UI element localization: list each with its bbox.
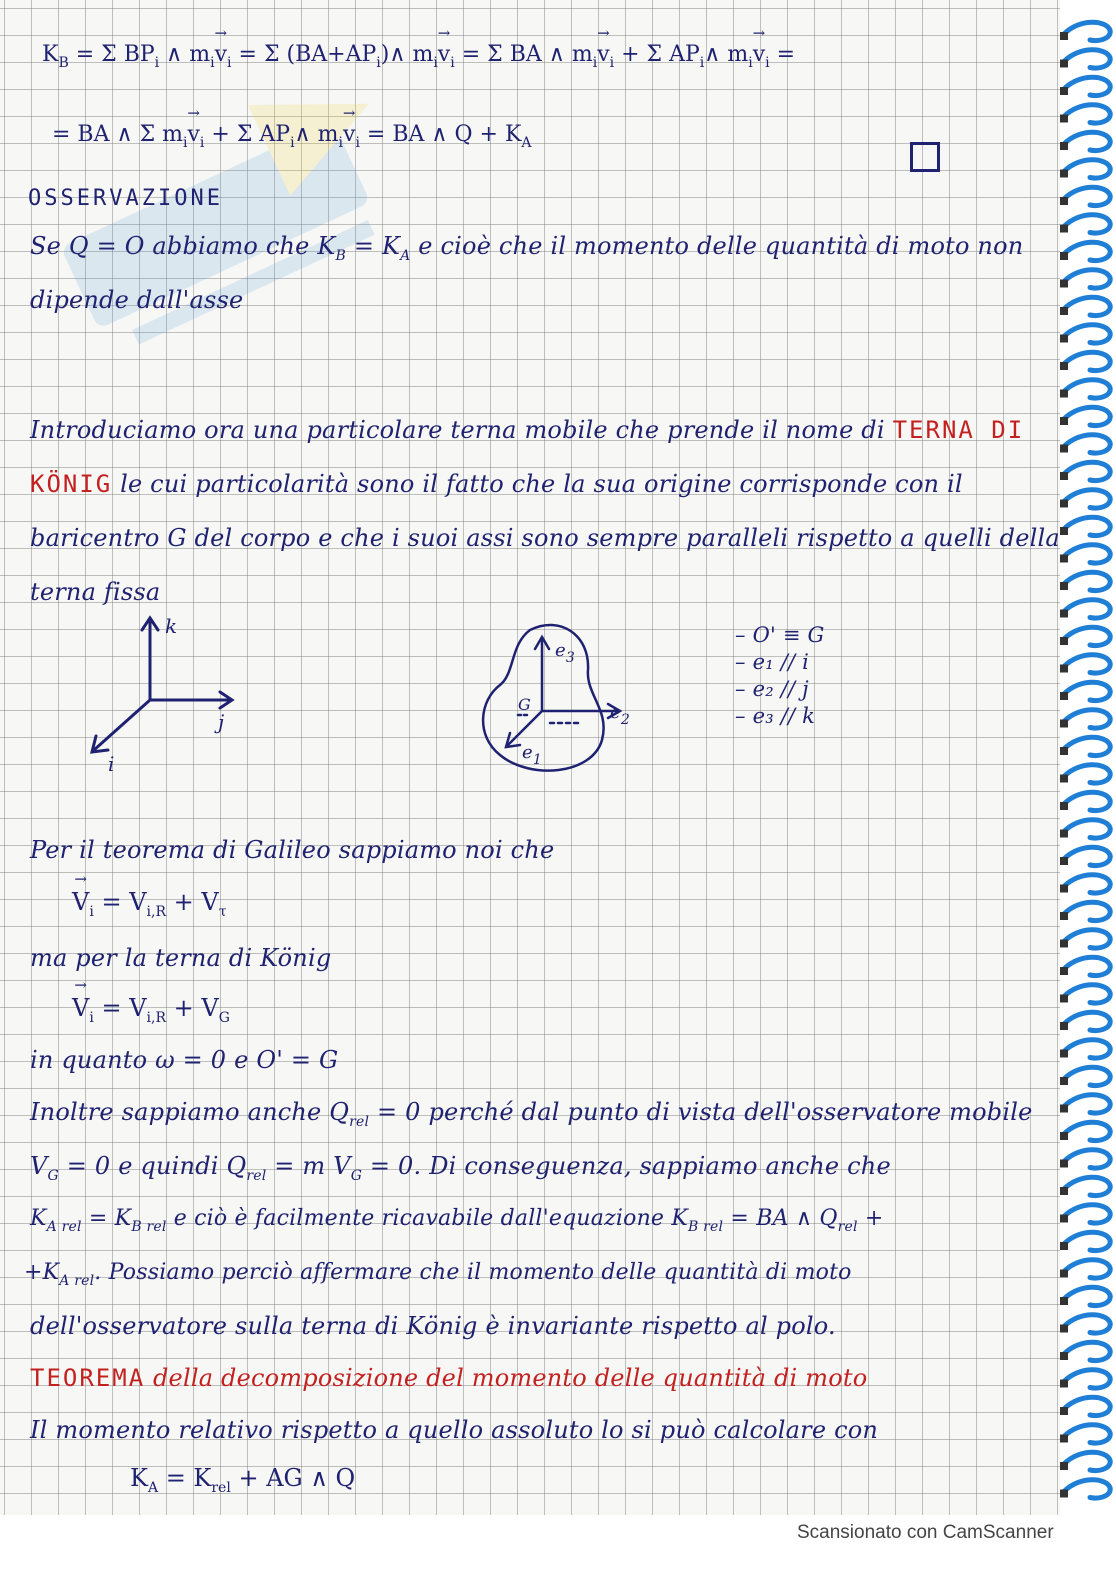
spiral-coil (1064, 407, 1110, 425)
galileo-line-1: Per il teorema di Galileo sappiamo noi che (30, 836, 555, 864)
spiral-coil (1064, 1095, 1110, 1113)
binding-hole (1060, 170, 1068, 178)
spiral-coil (1064, 1370, 1110, 1388)
binding-hole (1060, 610, 1068, 618)
binding-hole (1060, 1380, 1068, 1388)
binding-hole (1060, 280, 1068, 288)
spiral-coil (1064, 847, 1110, 865)
spiral-coil (1064, 242, 1110, 260)
spiral-coil (1064, 132, 1110, 150)
spiral-coil (1064, 325, 1110, 343)
binding-hole (1060, 1297, 1068, 1305)
spiral-coil (1064, 875, 1110, 893)
binding-hole (1060, 912, 1068, 920)
teorema-equation: $K_A = K_{rel}$ + AG ∧ Q (130, 1464, 356, 1496)
binding-hole (1060, 335, 1068, 343)
binding-hole (1060, 1270, 1068, 1278)
binding-hole (1060, 225, 1068, 233)
spiral-coil (1064, 1012, 1110, 1030)
konig-intro-line-1: Introduciamo ora una particolare terna mobile che prende il nome di TERNA DI (30, 416, 1025, 444)
binding-hole (1060, 1077, 1068, 1085)
diagram-conditions-list (735, 622, 825, 730)
body-axis-e1: $e_1$ (522, 742, 542, 768)
binding-hole (1060, 995, 1068, 1003)
spiral-coil (1064, 820, 1110, 838)
spiral-coil (1064, 1287, 1110, 1305)
qed-box (910, 142, 940, 172)
spiral-coil (1064, 1205, 1110, 1223)
binding-hole (1060, 1462, 1068, 1470)
binding-hole (1060, 1105, 1068, 1113)
spiral-coil (1064, 352, 1110, 370)
spiral-coil (1064, 1177, 1110, 1195)
binding-hole (1060, 1325, 1068, 1333)
galileo-equation-2: → $V_i = V_{i,R} + V_G$ (72, 994, 230, 1026)
spiral-coil (1064, 600, 1110, 618)
binding-hole (1060, 500, 1068, 508)
binding-hole (1060, 252, 1068, 260)
binding-hole (1060, 142, 1068, 150)
osservazione-heading: OSSERVAZIONE (28, 186, 223, 211)
galileo-line-2: ma per la terna di König (30, 944, 332, 972)
binding-hole (1060, 1022, 1068, 1030)
spiral-coil (1064, 1122, 1110, 1140)
binding-hole (1060, 307, 1068, 315)
binding-hole (1060, 417, 1068, 425)
binding-hole (1060, 940, 1068, 948)
body-axis-e3: $e_3$ (555, 640, 575, 666)
spiral-binding (1060, 0, 1116, 1515)
spiral-coil (1064, 435, 1110, 453)
spiral-coil (1064, 627, 1110, 645)
binding-hole (1060, 1352, 1068, 1360)
spiral-coil (1064, 462, 1110, 480)
teorema-heading: TEOREMA della decomposizione del momento delle quantità di moto (30, 1364, 868, 1392)
scanner-footer: Scansionato con CamScanner (797, 1522, 1054, 1543)
binding-hole (1060, 692, 1068, 700)
spiral-coil (1064, 737, 1110, 755)
spiral-coil (1064, 50, 1110, 68)
binding-hole (1060, 1490, 1068, 1498)
binding-hole (1060, 582, 1068, 590)
binding-hole (1060, 637, 1068, 645)
spiral-coil (1064, 1397, 1110, 1415)
teorema-line-1: Il momento relativo rispetto a quello assoluto lo si può calcolare con (30, 1416, 879, 1444)
inoltre-line-1: Inoltre sappiamo anche $Q_{rel} = 0$ perché dal punto di vista dell'osservatore mobile (30, 1098, 1033, 1130)
binding-hole (1060, 445, 1068, 453)
konig-intro-line-2: KÖNIG le cui particolarità sono il fatto che la sua origine corrisponde con il (30, 470, 963, 498)
binding-hole (1060, 1435, 1068, 1443)
body-axis-e2: $e_2$ (610, 702, 630, 728)
binding-hole (1060, 390, 1068, 398)
spiral-coil (1064, 902, 1110, 920)
spiral-coil (1064, 710, 1110, 728)
konig-intro-line-4: terna fissa (30, 578, 161, 606)
spiral-coil (1064, 160, 1110, 178)
binding-hole (1060, 197, 1068, 205)
inoltre-line-2: $V_G = 0$ e quindi $Q_{rel} = m$ $V_G = 0$. Di conseguenza, sappiamo anche che (30, 1152, 891, 1184)
barycenter-label: G (518, 695, 531, 714)
binding-hole (1060, 87, 1068, 95)
watermark-logo (30, 60, 450, 400)
binding-hole (1060, 967, 1068, 975)
osservazione-line-2: dipende dall'asse (30, 286, 244, 314)
binding-hole (1060, 527, 1068, 535)
binding-hole (1060, 472, 1068, 480)
binding-hole (1060, 857, 1068, 865)
binding-hole (1060, 1215, 1068, 1223)
osservazione-line-1: Se Q = O abbiamo che $K_B = K_A$ e cioè che il momento delle quantità di moto non (30, 232, 1024, 264)
spiral-coil (1064, 655, 1110, 673)
condition-item: – O' ≡ G (735, 623, 825, 647)
binding-hole (1060, 665, 1068, 673)
spiral-coil (1064, 930, 1110, 948)
binding-hole (1060, 830, 1068, 838)
spiral-coil (1064, 545, 1110, 563)
spiral-coil (1064, 22, 1110, 40)
binding-hole (1060, 1187, 1068, 1195)
axis-label-k: k (165, 614, 178, 638)
binding-hole (1060, 775, 1068, 783)
binding-hole (1060, 885, 1068, 893)
spiral-coil (1064, 1150, 1110, 1168)
binding-hole (1060, 60, 1068, 68)
galileo-equation-1: → $V_i = V_{i,R} + V_\tau$ (72, 888, 226, 920)
galileo-line-3: in quanto ω = 0 e O' = G (30, 1046, 339, 1074)
inoltre-line-5: dell'osservatore sulla terna di König è invariante rispetto al polo. (30, 1312, 836, 1340)
condition-item: – e₃ // k (735, 704, 816, 728)
spiral-coil (1064, 105, 1110, 123)
binding-hole (1060, 32, 1068, 40)
spiral-coil (1064, 215, 1110, 233)
spiral-coil (1064, 270, 1110, 288)
spiral-coil (1064, 572, 1110, 590)
inoltre-line-3: $K_{A rel} = K_{B rel}$ e ciò è facilmente ricavabile dall'equazione $K_{B rel}$ = BA ∧ $Q_{rel}$ + (30, 1206, 884, 1235)
axis-label-i: i (108, 752, 115, 776)
spiral-coil (1064, 1452, 1110, 1470)
binding-hole (1060, 802, 1068, 810)
spiral-coil (1064, 77, 1110, 95)
binding-hole (1060, 1407, 1068, 1415)
spiral-coil (1064, 682, 1110, 700)
spiral-coil (1064, 517, 1110, 535)
binding-hole (1060, 747, 1068, 755)
equation-line-2: = BA ∧ Σ $m_i\to v_i + \Sigma$ $AP_i\wedge$ $m_i\to v_i$ = BA ∧ $Q + K_A$ (52, 122, 532, 151)
spiral-coil (1064, 380, 1110, 398)
spiral-coil (1064, 1260, 1110, 1278)
binding-hole (1060, 1160, 1068, 1168)
binding-hole (1060, 1132, 1068, 1140)
spiral-coil (1064, 957, 1110, 975)
inoltre-line-4: $+K_{A rel}$. Possiamo perciò affermare che il momento delle quantità di moto (24, 1260, 852, 1289)
konig-intro-line-3: baricentro G del corpo e che i suoi assi sono sempre paralleli rispetto a quelli della (30, 524, 1060, 552)
spiral-coil (1064, 1315, 1110, 1333)
binding-hole (1060, 115, 1068, 123)
equation-line-1: $K_B = \Sigma$ $BP_i$ ∧ $m_i\to v_i = \Sigma$ $(BA+AP_i)\wedge$ $m_i\to v_i = \Sigma$ BA ∧ $m_i\to v_i + \Sigma$ $AP_i\wedge$ $m_i\to v_i$ = (42, 42, 795, 71)
spiral-coil (1064, 985, 1110, 1003)
spiral-coil (1064, 1232, 1110, 1250)
spiral-coil (1064, 187, 1110, 205)
spiral-coil (1064, 1342, 1110, 1360)
spiral-coil (1064, 1425, 1110, 1443)
spiral-coil (1064, 765, 1110, 783)
spiral-coil (1064, 792, 1110, 810)
condition-item: – e₂ // j (735, 677, 809, 701)
binding-hole (1060, 720, 1068, 728)
axis-label-j: j (218, 710, 225, 734)
binding-hole (1060, 1050, 1068, 1058)
spiral-coil (1064, 1040, 1110, 1058)
spiral-coil (1064, 1067, 1110, 1085)
condition-item: – e₁ // i (735, 650, 810, 674)
spiral-coil (1064, 1480, 1110, 1498)
binding-hole (1060, 362, 1068, 370)
binding-hole (1060, 555, 1068, 563)
spiral-coil (1064, 297, 1110, 315)
binding-hole (1060, 1242, 1068, 1250)
spiral-coil (1064, 490, 1110, 508)
